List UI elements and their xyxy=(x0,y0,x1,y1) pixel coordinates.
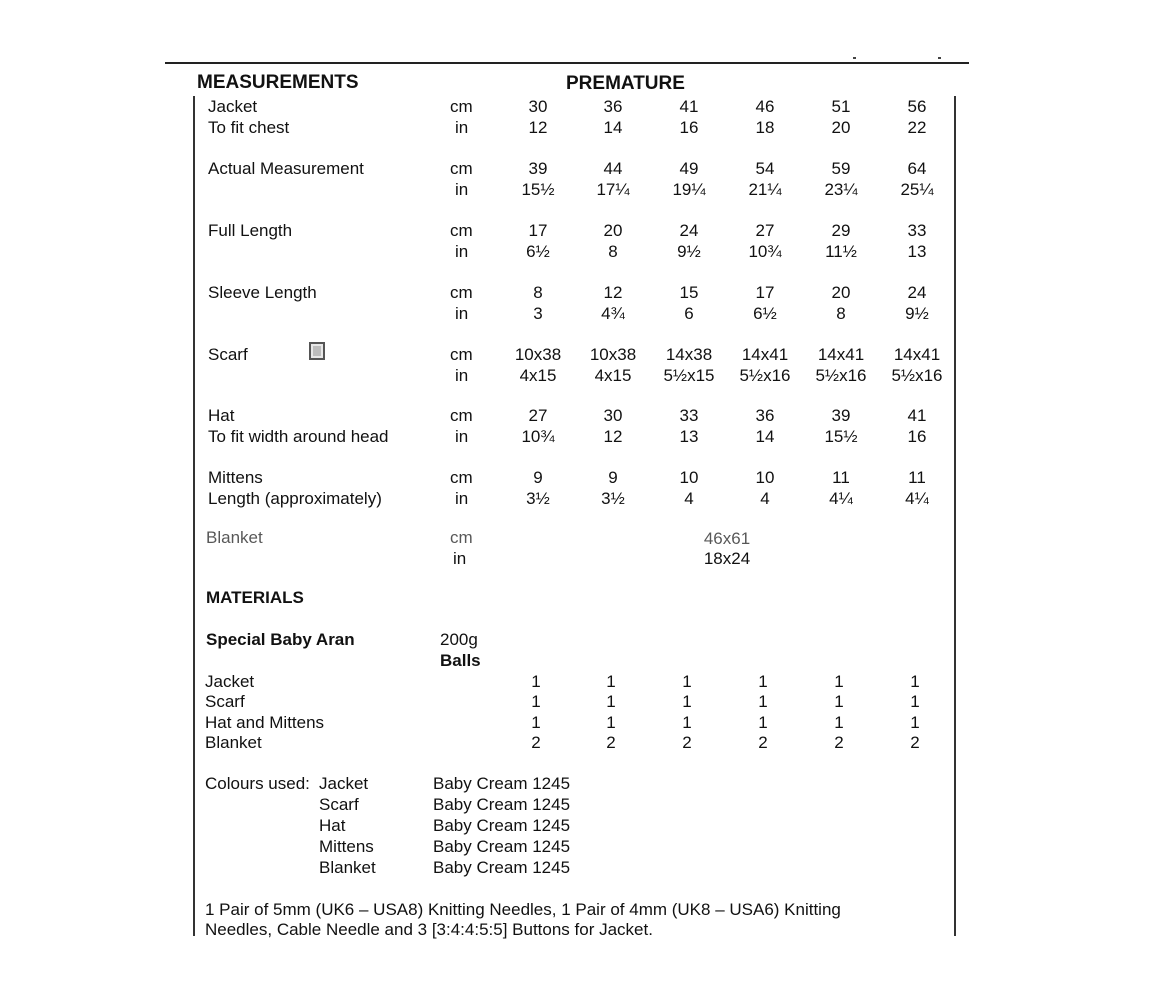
measurement-cm-value: 14x41 xyxy=(741,345,789,364)
measurement-in-value: 4¾ xyxy=(601,304,625,323)
measurement-cm-value: 9 xyxy=(533,468,543,487)
measurement-label: Jacket xyxy=(208,97,258,116)
measurement-in-value: 5½x16 xyxy=(739,366,791,385)
unit-cm: cm xyxy=(450,221,473,240)
yarn-ball-count: 2 xyxy=(834,733,844,752)
measurement-cm-value: 64 xyxy=(907,159,927,178)
measurement-cm-value: 51 xyxy=(831,97,851,116)
measurement-in-value: 18 xyxy=(755,118,775,137)
yarn-ball-count: 1 xyxy=(682,672,692,691)
blanket-cm-value: 46x61 xyxy=(703,529,751,548)
yarn-ball-count: 1 xyxy=(910,672,920,691)
measurement-cm-value: 14x38 xyxy=(665,345,713,364)
yarn-ball-count: 1 xyxy=(758,692,768,711)
measurement-label: Sleeve Length xyxy=(208,283,317,302)
unit-cm: cm xyxy=(450,159,473,178)
measurement-in-value: 16 xyxy=(679,118,699,137)
measurement-cm-value: 30 xyxy=(528,97,548,116)
measurement-in-value: 5½x16 xyxy=(891,366,943,385)
unit-in: in xyxy=(455,304,469,323)
measurement-in-value: 4 xyxy=(760,489,770,508)
measurement-sublabel: To fit chest xyxy=(208,118,290,137)
measurement-cm-value: 11 xyxy=(908,468,926,487)
yarn-row-label: Scarf xyxy=(205,692,245,711)
measurement-in-value: 6 xyxy=(684,304,694,323)
measurement-in-value: 8 xyxy=(836,304,846,323)
measurement-in-value: 14 xyxy=(603,118,623,137)
yarn-ball-count: 1 xyxy=(531,692,541,711)
colour-name: Baby Cream 1245 xyxy=(433,858,571,877)
colour-item: Mittens xyxy=(319,837,374,856)
yarn-ball-count: 1 xyxy=(682,692,692,711)
measurement-cm-value: 9 xyxy=(608,468,618,487)
measurement-in-value: 13 xyxy=(907,242,927,261)
yarn-row-label: Jacket xyxy=(205,672,255,691)
unit-cm: cm xyxy=(450,406,473,425)
yarn-ball-count: 1 xyxy=(758,713,768,732)
measurement-in-value: 5½x16 xyxy=(815,366,867,385)
measurement-in-value: 4x15 xyxy=(519,366,557,385)
measurement-in-value: 25¼ xyxy=(900,180,934,199)
ball-weight: 200g xyxy=(440,630,478,649)
measurement-in-value: 3½ xyxy=(526,489,550,508)
colour-item: Hat xyxy=(319,816,346,835)
measurement-in-value: 23¼ xyxy=(824,180,858,199)
yarn-ball-count: 2 xyxy=(531,733,541,752)
unit-in: in xyxy=(455,242,469,261)
measurement-cm-value: 46 xyxy=(755,97,775,116)
measurement-in-value: 3 xyxy=(533,304,543,323)
measurement-in-value: 10¾ xyxy=(521,427,555,446)
measurement-label: Hat xyxy=(208,406,235,425)
measurement-cm-value: 36 xyxy=(755,406,775,425)
measurement-cm-value: 49 xyxy=(679,159,699,178)
measurement-in-value: 3½ xyxy=(601,489,625,508)
measurement-cm-value: 17 xyxy=(528,221,548,240)
measurement-in-value: 9½ xyxy=(677,242,701,261)
scarf-checkbox[interactable] xyxy=(309,342,325,360)
measurement-cm-value: 41 xyxy=(679,97,699,116)
measurement-cm-value: 29 xyxy=(831,221,851,240)
yarn-ball-count: 1 xyxy=(910,713,920,732)
colour-name: Baby Cream 1245 xyxy=(433,774,571,793)
measurement-cm-value: 27 xyxy=(528,406,548,425)
blanket-unit-cm: cm xyxy=(450,528,473,547)
measurement-in-value: 21¼ xyxy=(748,180,782,199)
unit-in: in xyxy=(455,427,469,446)
scan-speck xyxy=(853,57,856,59)
measurement-in-value: 19¼ xyxy=(672,180,706,199)
measurement-in-value: 22 xyxy=(907,118,927,137)
measurement-cm-value: 56 xyxy=(907,97,927,116)
size-header: PREMATURE xyxy=(566,73,685,94)
measurement-cm-value: 24 xyxy=(679,221,699,240)
measurement-in-value: 6½ xyxy=(526,242,550,261)
scan-speck xyxy=(938,57,941,59)
unit-in: in xyxy=(455,489,469,508)
measurement-cm-value: 41 xyxy=(907,406,927,425)
measurement-in-value: 9½ xyxy=(905,304,929,323)
colour-name: Baby Cream 1245 xyxy=(433,816,571,835)
measurement-cm-value: 14x41 xyxy=(817,345,865,364)
measurement-in-value: 16 xyxy=(907,427,927,446)
materials-heading: MATERIALS xyxy=(206,588,304,607)
needles-line-2: Needles, Cable Needle and 3 [3:4:4:5:5] Buttons for Jacket. xyxy=(205,920,653,939)
colour-item: Blanket xyxy=(319,858,376,877)
yarn-ball-count: 1 xyxy=(606,672,616,691)
measurement-cm-value: 30 xyxy=(603,406,623,425)
measurement-cm-value: 33 xyxy=(679,406,699,425)
measurement-cm-value: 15 xyxy=(679,283,699,302)
measurement-label: Mittens xyxy=(208,468,263,487)
measurements-heading: MEASUREMENTS xyxy=(197,72,359,93)
yarn-ball-count: 1 xyxy=(834,713,844,732)
measurement-cm-value: 14x41 xyxy=(893,345,941,364)
measurement-cm-value: 54 xyxy=(755,159,775,178)
yarn-ball-count: 1 xyxy=(910,692,920,711)
measurement-cm-value: 44 xyxy=(603,159,623,178)
measurement-cm-value: 8 xyxy=(533,283,543,302)
measurement-in-value: 14 xyxy=(755,427,775,446)
unit-in: in xyxy=(455,366,469,385)
measurement-label: Full Length xyxy=(208,221,293,240)
unit-cm: cm xyxy=(450,468,473,487)
measurement-in-value: 4x15 xyxy=(594,366,632,385)
measurement-in-value: 10¾ xyxy=(748,242,782,261)
measurement-cm-value: 17 xyxy=(755,283,775,302)
yarn-ball-count: 1 xyxy=(531,672,541,691)
measurement-in-value: 4¼ xyxy=(905,489,929,508)
measurement-cm-value: 12 xyxy=(603,283,623,302)
measurement-cm-value: 36 xyxy=(603,97,623,116)
blanket-unit-in: in xyxy=(453,549,467,568)
ball-unit: Balls xyxy=(440,651,481,670)
yarn-ball-count: 1 xyxy=(606,692,616,711)
needles-line-1: 1 Pair of 5mm (UK6 – USA8) Knitting Needles, 1 Pair of 4mm (UK8 – USA6) Knitting xyxy=(205,900,841,919)
measurement-cm-value: 20 xyxy=(831,283,851,302)
measurement-cm-value: 20 xyxy=(603,221,623,240)
measurement-cm-value: 27 xyxy=(755,221,775,240)
top-rule xyxy=(165,62,969,64)
measurement-in-value: 13 xyxy=(679,427,699,446)
measurement-in-value: 17¼ xyxy=(596,180,630,199)
measurement-in-value: 15½ xyxy=(824,427,858,446)
measurement-in-value: 4 xyxy=(684,489,694,508)
colour-name: Baby Cream 1245 xyxy=(433,795,571,814)
measurement-in-value: 5½x15 xyxy=(663,366,715,385)
measurement-in-value: 12 xyxy=(528,118,548,137)
unit-cm: cm xyxy=(450,283,473,302)
measurement-in-value: 4¼ xyxy=(829,489,853,508)
colours-intro: Colours used: xyxy=(205,774,310,793)
colour-name: Baby Cream 1245 xyxy=(433,837,571,856)
yarn-ball-count: 1 xyxy=(834,672,844,691)
measurement-in-value: 20 xyxy=(831,118,851,137)
measurement-cm-value: 59 xyxy=(831,159,851,178)
yarn-ball-count: 1 xyxy=(758,672,768,691)
measurement-sublabel: Length (approximately) xyxy=(208,489,382,508)
yarn-row-label: Hat and Mittens xyxy=(205,713,325,732)
yarn-ball-count: 2 xyxy=(758,733,768,752)
measurement-cm-value: 39 xyxy=(831,406,851,425)
measurement-in-value: 15½ xyxy=(521,180,555,199)
measurement-in-value: 11½ xyxy=(825,242,857,261)
blanket-in-value: 18x24 xyxy=(703,549,751,568)
measurement-in-value: 12 xyxy=(603,427,623,446)
colour-item: Jacket xyxy=(319,774,369,793)
measurement-cm-value: 10x38 xyxy=(514,345,562,364)
yarn-ball-count: 2 xyxy=(606,733,616,752)
measurement-sublabel: To fit width around head xyxy=(208,427,389,446)
colour-item: Scarf xyxy=(319,795,359,814)
yarn-ball-count: 1 xyxy=(531,713,541,732)
unit-in: in xyxy=(455,118,469,137)
yarn-ball-count: 2 xyxy=(910,733,920,752)
measurement-label: Scarf xyxy=(208,345,248,364)
measurement-in-value: 8 xyxy=(608,242,618,261)
blanket-label: Blanket xyxy=(206,528,263,547)
yarn-ball-count: 1 xyxy=(606,713,616,732)
measurement-cm-value: 24 xyxy=(907,283,927,302)
unit-cm: cm xyxy=(450,345,473,364)
yarn-name: Special Baby Aran xyxy=(206,630,355,649)
measurement-label: Actual Measurement xyxy=(208,159,364,178)
measurement-in-value: 6½ xyxy=(753,304,777,323)
unit-cm: cm xyxy=(450,97,473,116)
yarn-ball-count: 2 xyxy=(682,733,692,752)
table-left-border xyxy=(193,96,195,936)
yarn-ball-count: 1 xyxy=(834,692,844,711)
measurement-cm-value: 11 xyxy=(832,468,850,487)
measurement-cm-value: 10x38 xyxy=(589,345,637,364)
yarn-row-label: Blanket xyxy=(205,733,262,752)
measurement-cm-value: 33 xyxy=(907,221,927,240)
measurement-cm-value: 10 xyxy=(755,468,775,487)
yarn-ball-count: 1 xyxy=(682,713,692,732)
unit-in: in xyxy=(455,180,469,199)
measurement-cm-value: 39 xyxy=(528,159,548,178)
measurement-cm-value: 10 xyxy=(679,468,699,487)
